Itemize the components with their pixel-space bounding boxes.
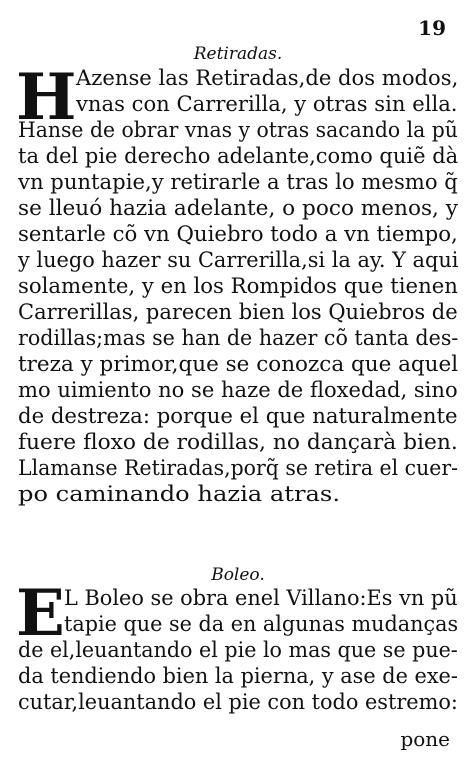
text-line: vn puntapie,y retirarle a tras lo mesmo q̃ [18, 170, 458, 194]
text-line: da tendiendo bien la pierna, y ase de exe- [18, 664, 458, 688]
section-heading-retiradas: Retiradas. [193, 44, 283, 64]
page-number: 19 [418, 16, 446, 40]
text-line: vnas con Carrerilla, y otras sin ella. [76, 92, 458, 116]
text-line: Carrerillas, parecen bien los Quiebros de [18, 300, 458, 324]
text-line: mo uimiento no se haze de floxedad, sino [18, 378, 458, 402]
text-line: Azense las Retiradas,de dos modos, [76, 66, 459, 90]
text-line: y luego hazer su Carrerilla,si la ay. Y aqui [18, 248, 459, 272]
text-line: cutar,leuantando el pie con todo estremo: [18, 690, 458, 714]
section-heading-boleo: Boleo. [211, 565, 265, 585]
text-line: solamente, y en los Rompidos que tienen [18, 274, 458, 298]
text-line: de destreza: porque el que naturalmente [18, 404, 458, 428]
text-line: de el,leuantando el pie lo mas que se pue- [18, 638, 458, 662]
text-line: fuere floxo de rodillas, no dançarà bien. [18, 430, 458, 454]
text-line: tapie que se da en algunas mudanças [64, 612, 459, 636]
text-line: sentarle cõ vn Quiebro todo a vn tiempo, [18, 222, 458, 246]
text-line: ta del pie derecho adelante,como quiẽ dà [18, 144, 459, 168]
text-line: L Boleo se obra enel Villano:Es vn pũ [64, 586, 458, 610]
text-line: Hanse de obrar vnas y otras sacando la pũ [18, 118, 458, 142]
text-line: se lleuó hazia adelante, o poco menos, y [18, 196, 458, 220]
drop-cap-e: E [16, 576, 65, 651]
text-line: po caminando hazia atras. [18, 482, 340, 506]
text-line: treza y primor,que se conozca que aquel [18, 352, 459, 376]
drop-cap-h: H [16, 60, 77, 135]
text-line: rodillas;mas se han de hazer cõ tanta des- [18, 326, 459, 350]
text-line: Llamanse Retiradas,porq̃ se retira el cuer- [18, 456, 459, 480]
catchword: pone [400, 727, 450, 751]
